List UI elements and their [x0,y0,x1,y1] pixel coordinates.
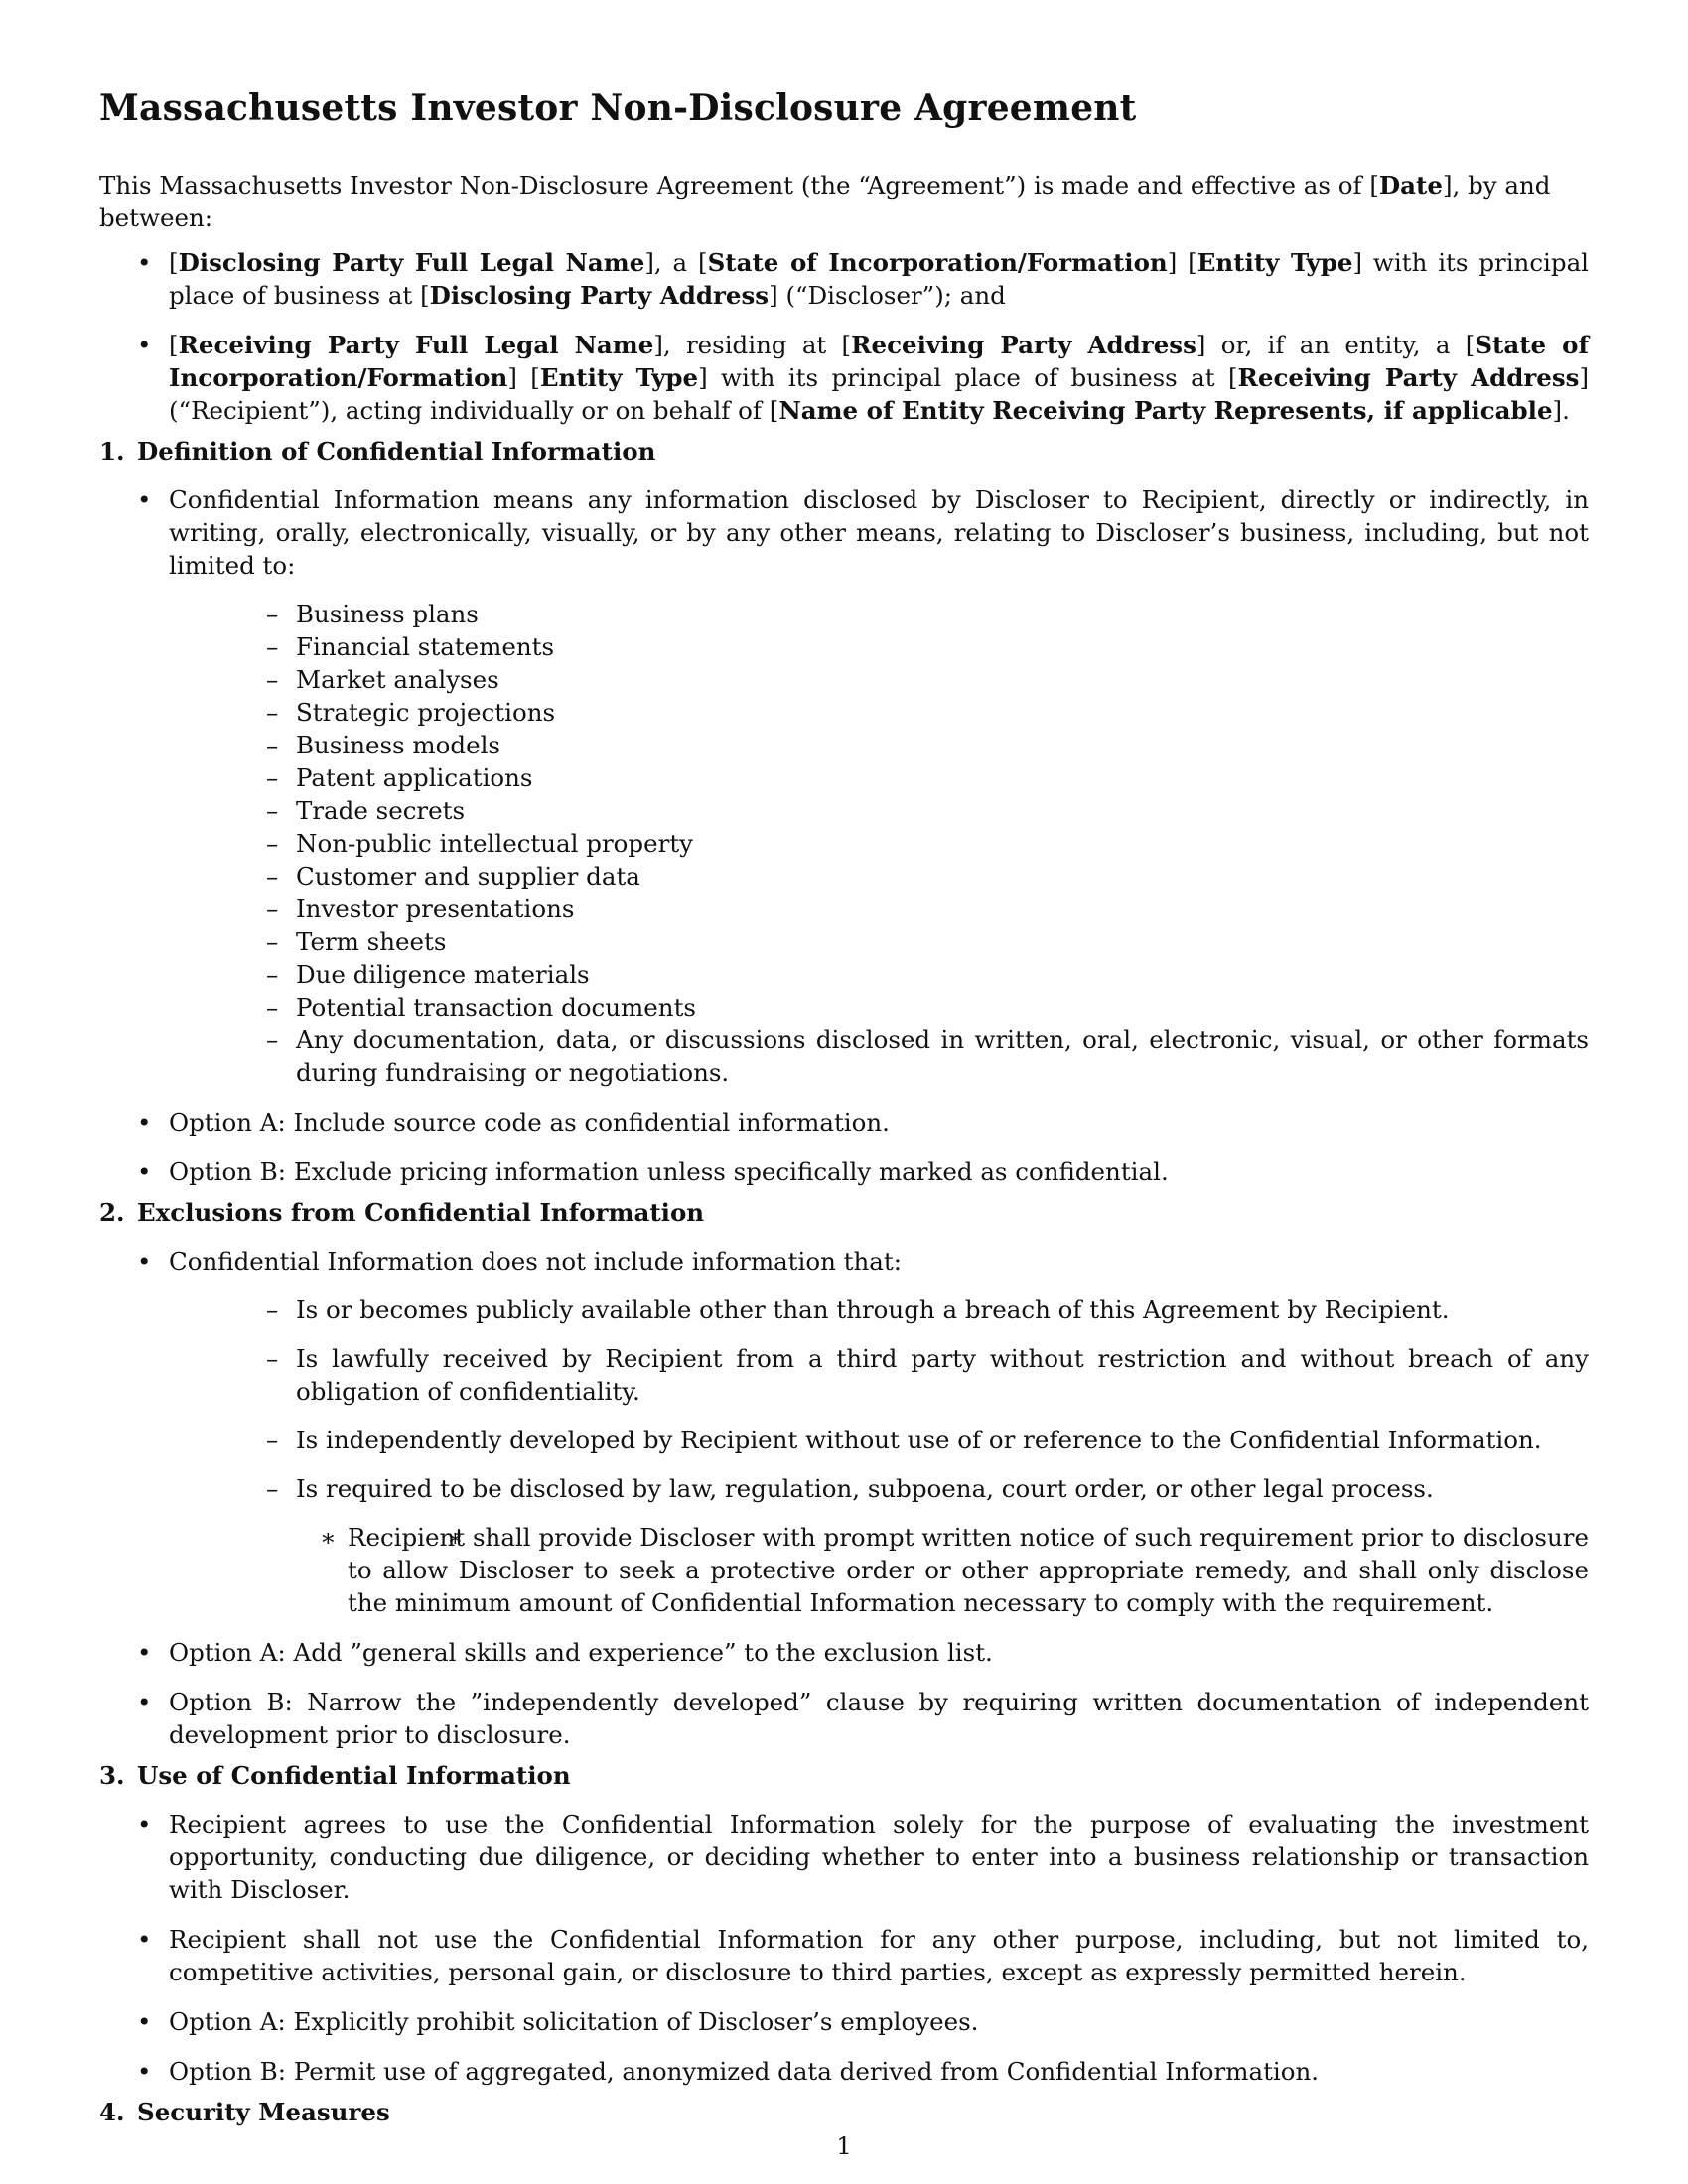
list-item: – Due diligence materials [169,958,1589,991]
list-item [99,483,1589,1089]
list-item: • Recipient shall not use the Confidential Information for any other purpose, including, but not limited to, competitive activities, personal gain, or disclosure to third parties, except as expressly permitted herein. [99,1923,1589,1988]
section-number: 2. [99,1198,125,1227]
state-placeholder: State of Incorporation/Formation [707,248,1168,277]
section-3 [99,1759,1589,2088]
section-title: Use of Confidential Information [137,1761,571,1790]
sub-list-item [296,1521,1589,1619]
section-1-bullets [99,483,1589,1188]
text: Is required to be disclosed by law, regulation, subpoena, court order, or other legal process. [296,1474,1434,1503]
list-item [99,1245,1589,1619]
page-number: 1 [836,2131,852,2160]
text: Confidential Information means any information disclosed by Discloser to Recipient, directly or indirectly, in writing, orally, electronically, visually, or by any other means, relating to Discloser’s business, including, but not limited to: [169,485,1589,580]
text: Recipient shall provide Discloser with prompt written notice of such requirement prior to disclosure to allow Discloser to seek a protective order or other appropriate remedy, and shall only disclose the minimum amount of Confidential Information necessary to comply with the requirement. [348,1523,1589,1617]
document-title: Massachusetts Investor Non-Disclosure Agreement [99,87,1137,129]
option-b: • Option B: Permit use of aggregated, anonymized data derived from Confidential Information. [99,2055,1589,2088]
option-a: • Option A: Include source code as confidential information. [99,1106,1589,1139]
receiving-name-placeholder: Receiving Party Full Legal Name [178,331,654,359]
option-a: • Option A: Add ”general skills and experience” to the exclusion list. [99,1636,1589,1669]
date-placeholder: Date [1378,171,1443,200]
represented-entity-placeholder: Name of Entity Receiving Party Represents, if applicable [778,396,1553,425]
section-number: 4. [99,2098,125,2126]
text: [ [169,331,179,359]
list-item: – Non-public intellectual property [169,827,1589,860]
list-item: – Is independently developed by Recipient without use of or reference to the Confidential Information. [169,1424,1589,1456]
section-heading [99,1196,1589,1229]
section-3-bullets [99,1808,1589,2088]
list-item: – Market analyses [169,663,1589,696]
exclusions-list [169,1294,1589,1619]
entity-type-placeholder: Entity Type [1196,248,1353,277]
list-item: – Business plans [169,598,1589,630]
text: ] (“Recipient”), acting individually or on behalf of [ [169,363,1590,425]
list-item [169,1472,1589,1619]
intro-paragraph [99,169,1589,234]
section-4 [99,2096,1589,2128]
option-a: • Option A: Explicitly prohibit solicitation of Discloser’s employees. [99,2005,1589,2038]
section-2-bullets [99,1245,1589,1751]
text: ] (“Discloser”); and [769,281,1006,310]
list-item: – Investor presentations [169,892,1589,925]
option-b: • Option B: Exclude pricing information unless specifically marked as confidential. [99,1156,1589,1188]
section-1 [99,435,1589,1188]
text: [ [169,248,179,277]
disclosing-address-placeholder: Disclosing Party Address [429,281,770,310]
section-heading [99,435,1589,468]
discloser-party [99,246,1589,312]
text: ] with its principal place of business at [ [698,363,1238,392]
list-item: – Any documentation, data, or discussions disclosed in written, oral, electronic, visual, or other formats during fundraising or negotiations. [169,1024,1589,1089]
disclosing-name-placeholder: Disclosing Party Full Legal Name [178,248,645,277]
section-title: Exclusions from Confidential Information [137,1198,705,1227]
list-item: – Patent applications [169,761,1589,794]
document-page [99,85,1589,2144]
section-heading [99,2096,1589,2128]
text: ], residing at [ [653,331,852,359]
list-item: – Is or becomes publicly available other than through a breach of this Agreement by Recipient. [169,1294,1589,1326]
confidential-info-list [169,598,1589,1089]
section-title: Security Measures [137,2098,390,2126]
text: Confidential Information does not include information that: [169,1247,903,1276]
list-item: • Recipient agrees to use the Confidential Information solely for the purpose of evaluating the investment opportunity, conducting due diligence, or deciding whether to enter into a business relationship or transaction with Discloser. [99,1808,1589,1906]
text: ] with its principal place of business at [ [169,248,1590,310]
option-b: • Option B: Narrow the ”independently developed” clause by requiring written documentation of independent development prior to disclosure. [99,1686,1589,1751]
list-item: – Business models [169,729,1589,761]
list-item: – Strategic projections [169,696,1589,729]
section-title: Definition of Confidential Information [137,437,656,466]
text: ], a [ [644,248,708,277]
parties-list [99,246,1589,427]
list-item: – Trade secrets [169,794,1589,827]
section-number: 3. [99,1761,125,1790]
intro-text: This Massachusetts Investor Non-Disclosure Agreement (the “Agreement”) is made and effective as of [ [99,171,1379,200]
list-item: – Term sheets [169,925,1589,958]
section-number: 1. [99,437,125,466]
text: ]. [1552,396,1570,425]
section-heading [99,1759,1589,1792]
asterisk-bullet: ∗ ∗ [320,1523,337,1552]
list-item: – Customer and supplier data [169,860,1589,892]
text: ] [ [1167,248,1197,277]
list-item: – Potential transaction documents [169,991,1589,1024]
list-item: – Is lawfully received by Recipient from a third party without restriction and without breach of any obligation of confidentiality. [169,1342,1589,1408]
recipient-party [99,329,1589,427]
section-2 [99,1196,1589,1751]
receiving-address-placeholder: Receiving Party Address [851,331,1196,359]
text: ] [ [507,363,540,392]
intro-text: ], by and between: [99,171,1551,232]
text: ] or, if an entity, a [ [1196,331,1476,359]
entity-type-placeholder: Entity Type [539,363,699,392]
receiving-address-placeholder: Receiving Party Address [1237,363,1580,392]
list-item: – Financial statements [169,630,1589,663]
state-placeholder: State of Incorporation/Formation [169,331,1590,392]
